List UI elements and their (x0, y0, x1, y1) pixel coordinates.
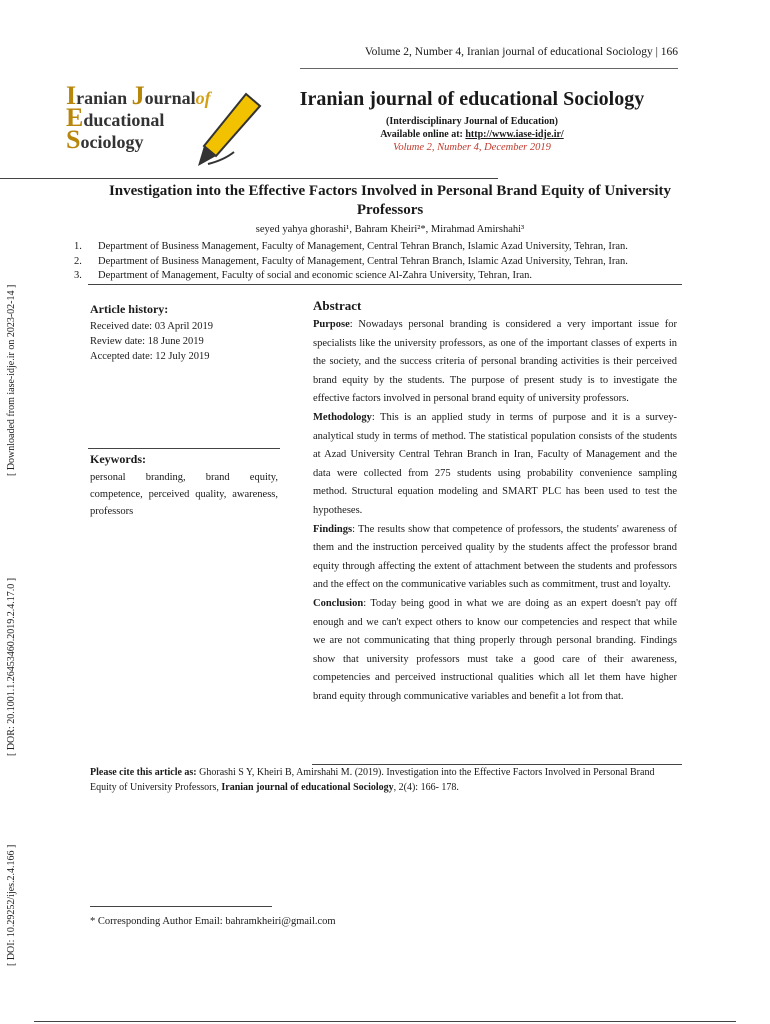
side-doi[interactable]: [ DOI: 10.29252/ijes.2.4.166 ] (6, 844, 17, 966)
paper-title: Investigation into the Effective Factors Involved in Personal Brand Equity of University Professors (108, 183, 672, 218)
side-dor[interactable]: [ DOR: 20.1001.1.26453460.2019.2.4.17.0 ] (6, 577, 17, 756)
journal-subtitle: (Interdisciplinary Journal of Education) (386, 116, 558, 127)
header-divider (300, 68, 678, 69)
pen-icon (194, 90, 264, 170)
keywords-divider (88, 448, 280, 449)
journal-url-link[interactable]: http://www.iase-idje.ir/ (465, 129, 564, 140)
running-header: Volume 2, Number 4, Iranian journal of educational Sociology | 166 (364, 46, 678, 58)
abstract-conclusion: Conclusion: Today being good in what we are doing as an expert doesn't pay off enough and we can't expect others to know our competencies and respect that while we are not communicating that thing properly through personal branding. Findings show that university professors must take a good care of their awareness, competencies and perceived instructional qualities which all let them have higher brand equity through communicative variables and benefit a lot from that. (313, 597, 677, 702)
history-title: Article history: (90, 302, 169, 316)
affiliation-item: 1. Department of Business Management, Faculty of Management, Central Tehran Branch, Islamic Azad University, Tehran, Iran. (74, 241, 628, 252)
journal-title: Iranian journal of educational Sociology (299, 88, 645, 110)
keywords-title: Keywords: (90, 452, 146, 466)
corresponding-author-footnote: * Corresponding Author Email: bahramkheiri@gmail.com (90, 916, 336, 927)
abstract-body (313, 316, 677, 706)
affiliation-list (74, 240, 694, 284)
journal-availability: Available online at: http://www.iase-idje.ir/ (380, 129, 564, 140)
keywords-text: personal branding, brand equity, competence, perceived quality, awareness, professors (90, 472, 278, 517)
abstract-divider (312, 764, 682, 765)
footnote-divider (90, 906, 272, 907)
review-date: Review date: 18 June 2019 (90, 336, 204, 347)
affiliation-divider (88, 284, 682, 285)
side-downloaded[interactable]: [ Downloaded from iase-idje.ir on 2023-02-14 ] (6, 284, 17, 476)
citation: Please cite this article as: Ghorashi S Y, Kheiri B, Amirshahi M. (2019). Investigation into the Effective Factors Involved in Personal Brand Equity of University Professors, Iranian journal of educational Sociology, 2(4): 166- 178. (90, 767, 655, 793)
affiliation-item: 2. Department of Business Management, Faculty of Management, Central Tehran Branch, Islamic Azad University, Tehran, Iran. (74, 255, 628, 267)
author-list: seyed yahya ghorashi¹, Bahram Kheiri²*, Mirahmad Amirshahi³ (255, 224, 525, 235)
accepted-date: Accepted date: 12 July 2019 (90, 351, 210, 362)
journal-volume: Volume 2, Number 4, December 2019 (393, 142, 551, 153)
history-dates (90, 319, 213, 364)
page-bottom-rule (34, 1021, 736, 1022)
affiliation-item: 3. Department of Management, Faculty of social and economic science Al-Zahra University, Tehran, Iran. (74, 270, 532, 281)
abstract-title: Abstract (313, 298, 362, 313)
journal-logo: Iranian Journalof Educational Sociology (66, 84, 260, 174)
abstract-findings: Findings: The results show that competence of professors, the students' awareness of them and the instruction perceived quality by the students affect the professor brand equity through affecting the extent of attachment between the students and professors and the effect on the communicative variables such as commitment, trust and loyalty. (313, 523, 677, 591)
abstract-purpose: Purpose: Nowadays personal branding is considered a very important issue for specialists like the university professors, as one of the important classes of experts in the society, and the success criteria of personal branding activities is their perceived brand equity by the students. The purpose of present study is to investigate the effective factors involved in personal brand equity of university professors. (313, 319, 677, 405)
abstract-methodology: Methodology: This is an applied study in terms of purpose and it is a survey-analytical study in terms of method. The statistical population consists of the students at Azad University Central Tehran Branch in Iran, Faculty of Management and the data were collected from 275 students using probability convenience sampling method. Structural equation modeling and SMART PLC has been used to test the hypotheses. (313, 411, 677, 516)
received-date: Received date: 03 April 2019 (90, 321, 214, 332)
title-divider (0, 178, 498, 179)
